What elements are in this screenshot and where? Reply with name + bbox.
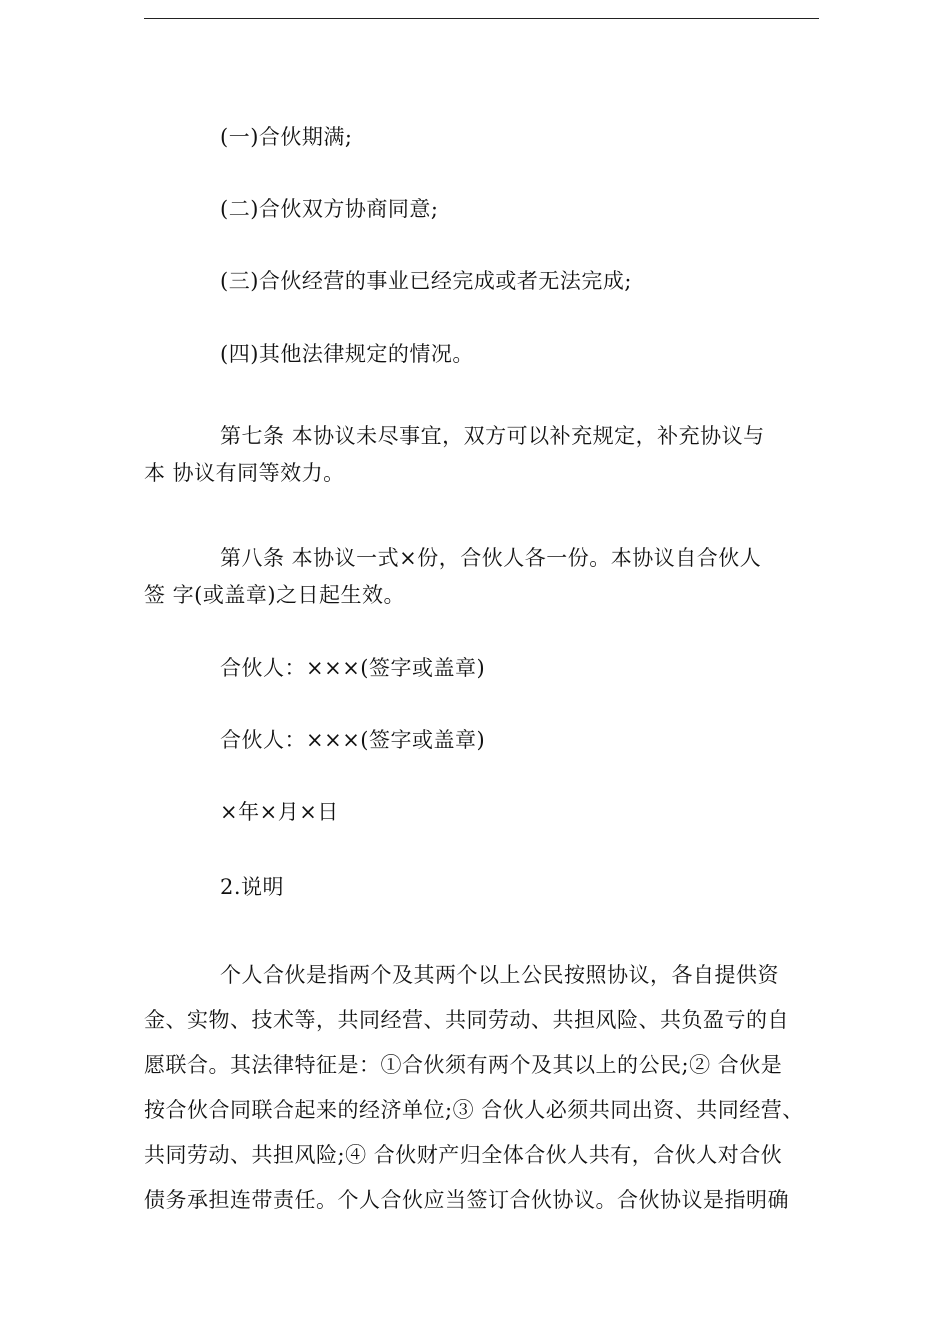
article-8-line-2: 签 字(或盖章)之日起生效。 — [144, 583, 406, 607]
list-item-4: (四)其他法律规定的情况。 — [220, 342, 474, 366]
explanation-line-3: 愿联合。其法律特征是：①合伙须有两个及其以上的公民;② 合伙是 — [144, 1053, 783, 1077]
list-item-3: (三)合伙经营的事业已经完成或者无法完成; — [220, 269, 632, 293]
explanation-line-1: 个人合伙是指两个及其两个以上公民按照协议，各自提供资 — [220, 963, 779, 987]
article-7-line-1: 第七条 本协议未尽事宜，双方可以补充规定，补充协议与 — [220, 424, 765, 448]
article-7-line-2: 本 协议有同等效力。 — [144, 461, 345, 485]
list-item-2: (二)合伙双方协商同意; — [220, 197, 439, 221]
explanation-line-5: 共同劳动、共担风险;④ 合伙财产归全体合伙人共有，合伙人对合伙 — [144, 1143, 783, 1167]
explanation-line-4: 按合伙合同联合起来的经济单位;③ 合伙人必须共同出资、共同经营、 — [144, 1098, 804, 1122]
article-8-line-1: 第八条 本协议一式×份，合伙人各一份。本协议自合伙人 — [220, 546, 762, 570]
explanation-line-2: 金、实物、技术等，共同经营、共同劳动、共担风险、共负盈亏的自 — [144, 1008, 789, 1032]
date-line: ×年×月×日 — [220, 800, 339, 824]
explanation-line-6: 债务承担连带责任。个人合伙应当签订合伙协议。合伙协议是指明确 — [144, 1188, 789, 1212]
list-item-1: (一)合伙期满; — [220, 125, 353, 149]
section-heading: 2.说明 — [220, 875, 285, 899]
signature-line-1: 合伙人：×××(签字或盖章) — [220, 656, 486, 680]
header-rule — [144, 18, 819, 19]
signature-line-2: 合伙人：×××(签字或盖章) — [220, 728, 486, 752]
